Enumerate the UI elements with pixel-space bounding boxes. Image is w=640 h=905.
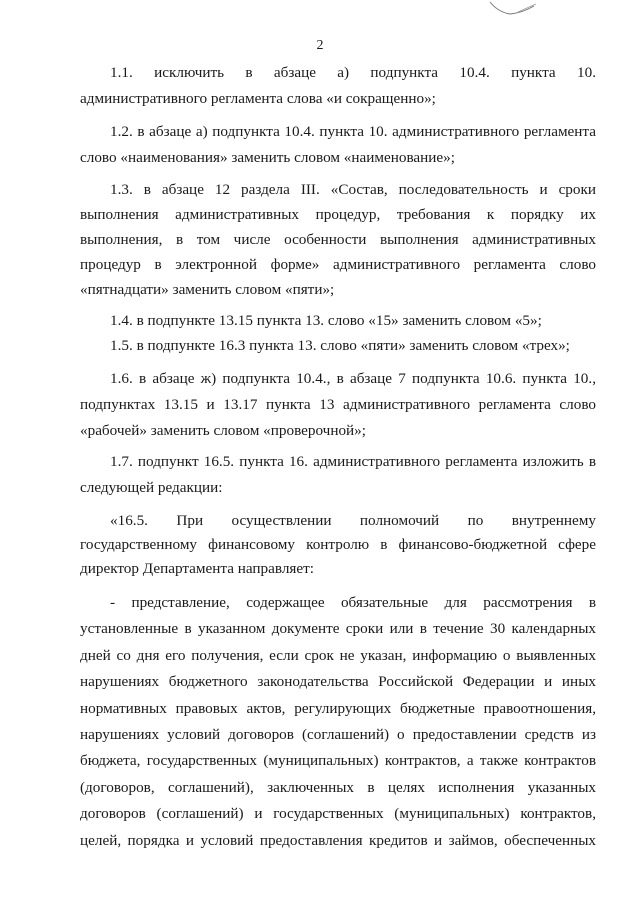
text-line: дней со дня его получения, если срок не указан, информацию о выявленных [80, 646, 596, 664]
text-line: нарушениях условий договоров (соглашений) о предоставлении средств из [80, 726, 596, 744]
text-line: следующей редакции: [80, 479, 223, 496]
text-line: выполнения административных процедур, требования к порядку их [80, 206, 596, 223]
paragraph-1-7 [80, 449, 596, 501]
text-line: 1.2. в абзаце а) подпункта 10.4. пункта 10. административного регламента [110, 123, 596, 140]
text-line: 1.6. в абзаце ж) подпункта 10.4., в абзаце 7 подпункта 10.6. пункта 10., [110, 370, 596, 387]
paragraph-1-1 [80, 60, 596, 112]
text-line: 1.1. исключить в абзаце а) подпункта 10.4. пункта 10. [110, 64, 596, 81]
text-line: «рабочей» заменить словом «проверочной»; [80, 422, 366, 439]
paragraph-1-2 [80, 119, 596, 171]
paragraph-16-5 [80, 509, 596, 581]
text-line: бюджета, государственных (муниципальных) контрактов, а также контрактов [80, 752, 596, 770]
text-line: установленные в указанном документе сроки или в течение 30 календарных [80, 620, 596, 638]
paragraph-1-5 [80, 333, 596, 358]
text-line: государственному финансовому контролю в финансово-бюджетной сфере [80, 536, 596, 553]
text-line: (договоров, соглашений), заключенных в целях исполнения указанных [80, 778, 596, 796]
text-line: выполнения, в том числе особенности выполнения административных [80, 231, 596, 248]
text-line: слово «наименования» заменить словом «наименование»; [80, 149, 455, 166]
text-line: административного регламента слова «и сокращенно»; [80, 90, 436, 107]
text-line: целей, порядка и условий предоставления кредитов и займов, обеспеченных [80, 831, 596, 849]
text-line: 1.3. в абзаце 12 раздела III. «Состав, последовательность и сроки [110, 181, 596, 198]
handwritten-mark-icon [488, 0, 538, 16]
text-line: процедур в электронной форме» административного регламента слово [80, 256, 596, 273]
text-line: - представление, содержащее обязательные для рассмотрения в [110, 594, 596, 611]
paragraph-1-4 [80, 308, 596, 333]
paragraph-1-3 [80, 177, 596, 302]
text-line: договоров (соглашений) и государственных (муниципальных) контрактов, [80, 805, 596, 823]
page-number: 2 [316, 38, 324, 53]
text-line: «16.5. При осуществлении полномочий по внутреннему [110, 512, 596, 529]
text-line: подпунктах 13.15 и 13.17 пункта 13 административного регламента слово [80, 396, 596, 413]
paragraph-representation [80, 590, 596, 854]
text-line: нормативных правовых актов, регулирующих бюджетные правоотношения, [80, 699, 596, 717]
paragraph-1-6 [80, 366, 596, 444]
text-line: нарушениях бюджетного законодательства Российской Федерации и иных [80, 673, 596, 691]
text-line: 1.5. в подпункте 16.3 пункта 13. слово «пяти» заменить словом «трех»; [110, 337, 570, 354]
text-line: «пятнадцати» заменить словом «пяти»; [80, 281, 335, 298]
text-line: 1.4. в подпункте 13.15 пункта 13. слово «15» заменить словом «5»; [110, 312, 542, 329]
text-line: директор Департамента направляет: [80, 560, 315, 577]
text-line: 1.7. подпункт 16.5. пункта 16. административного регламента изложить в [110, 453, 596, 470]
